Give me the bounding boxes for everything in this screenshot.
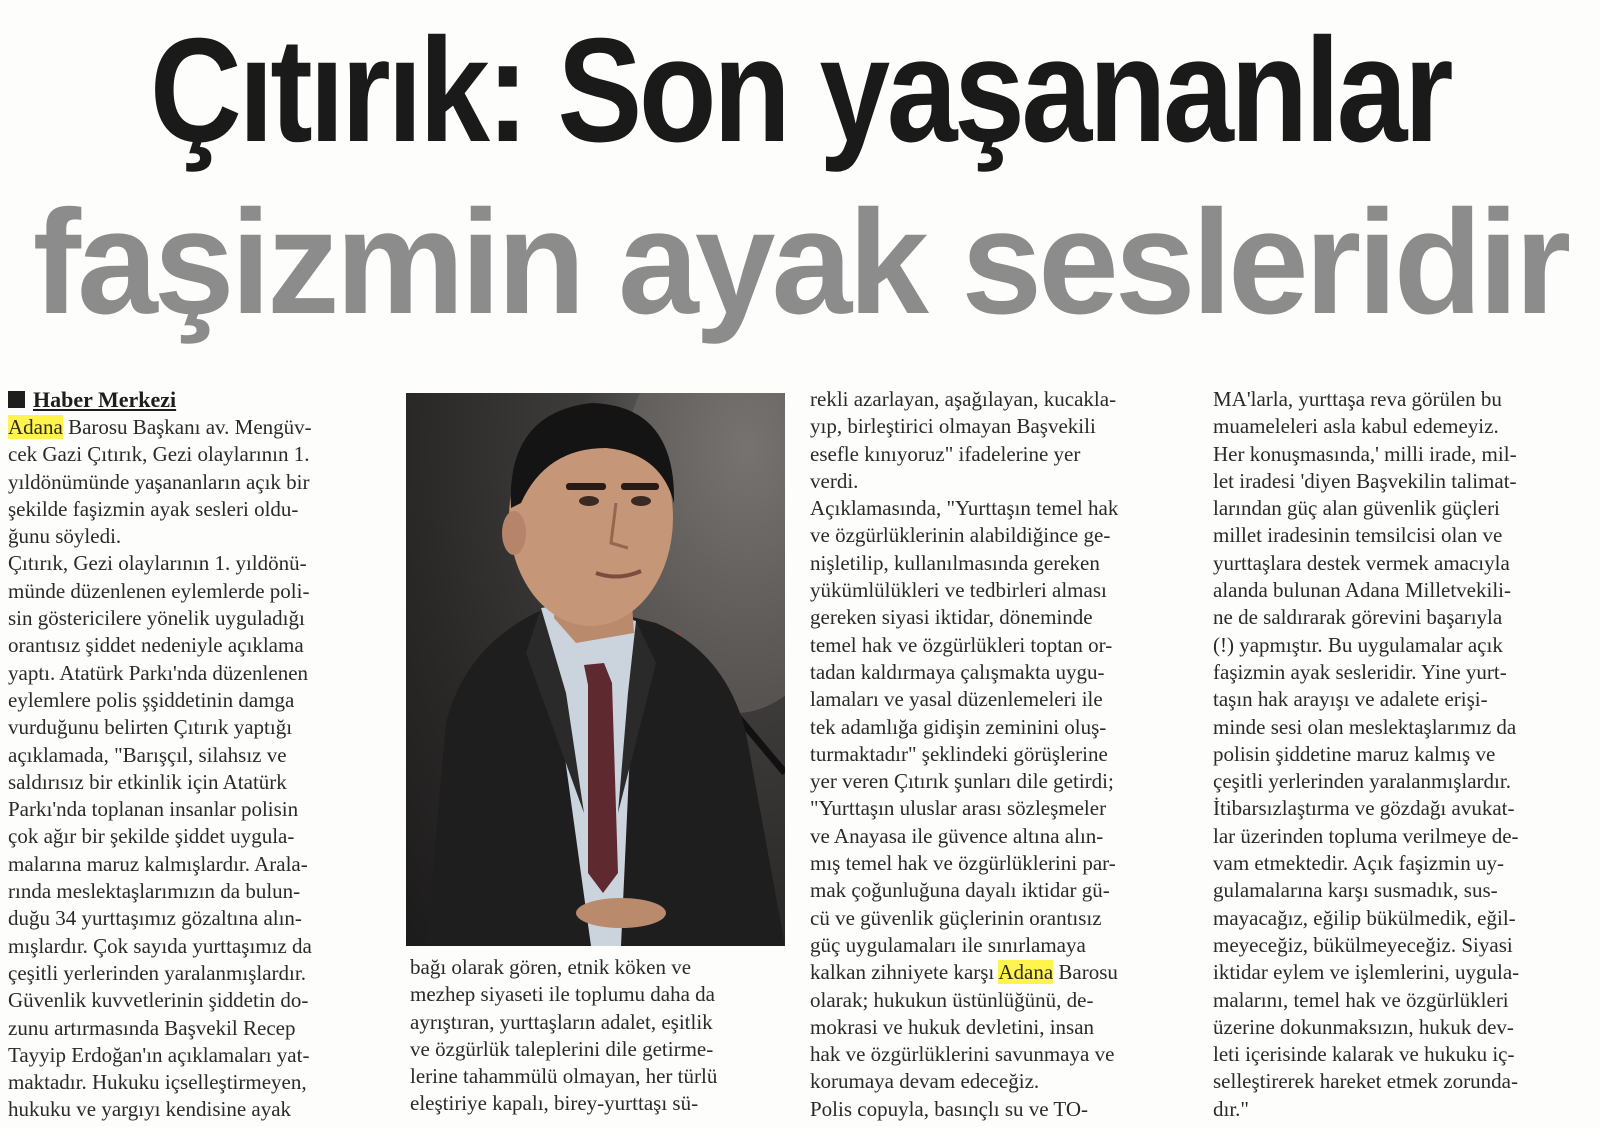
headline-line-1: Çıtırık: Son yaşananlar xyxy=(149,8,1451,173)
highlighted-word: Adana xyxy=(8,415,63,439)
square-bullet-icon xyxy=(8,391,25,408)
byline xyxy=(8,386,378,413)
byline-text: Haber Merkezi xyxy=(33,387,177,412)
article-column-4: MA'larla, yurttaşa reva görülen bu muameleleri asla kabul edemeyiz. Her konuşmasında,' milli irade, mil- let iradesi 'diyen Başvekilin talimat- larından güç alan güvenlik güçleri millet iradesinin temsilcisi olan ve yurttaşlara destek vermek amacıyla alanda bulunan Adana Milletvekili- ne de saldırarak görevini başarıyla (!) yapmıştır. Bu uygulamalar açık faşizmin ayak sesleridir. Yine yurt- taşın hak arayışı ve adalete erişi- minde sesi olan meslektaşlarımız da polisin şiddetine maruz kalmış ve çeşitli yerlerinden yaralanmışlardır. İtibarsızlaştırma ve gözdağı avukat- lar üzerinden topluma verilmeye de- vam etmektedir. Açık faşizmin uy- gulamalarına karşı susmadık, sus- mayacağız, eğilip bükülmedik, eğil- meyeceğiz, bükülmeyeceğiz. Siyasi iktidar eylem ve işlemlerini, uygula- malarını, temel hak ve özgürlükleri üzerine dokunmaksızın, hukuk dev- leti içerisinde kalarak ve hukuku iç- selleştirerek hareket etmek zorunda- dır." xyxy=(1213,387,1520,1121)
column-3-text-a: rekli azarlayan, aşağılayan, kucakla- yıp, birleştirici olmayan Başvekili esefle kınıyoruz" ifadelerine yer verdi. Açıklamasında, "Yurttaşın temel hak ve özgürlüklerinin alabildiğince ge- nişletilip, kullanılmasında gereken yükümlülükleri ve tedbirleri alması gereken siyasi iktidar, döneminde temel hak ve özgürlükleri toptan or- tadan kaldırmaya çalışmakta uygu- lamaları ve yasal düzenlemeleri ile tek adamlığa gidişin zeminini oluş- turmaktadır" şeklindeki görüşlerine yer veren Çıtırık şunları dile getirdi; "Yurttaşın uluslar arası sözleşmeler ve Anayasa ile güvence altına alın- mış temel hak ve özgürlüklerini par- mak çoğunluğuna dayalı iktidar gü- cü ve güvenlik güçlerinin orantısız güç uygulamaları ile sınırlamaya kalkan zihniyete karşı xyxy=(810,387,1119,985)
article-column-1 xyxy=(8,414,378,1124)
article-column-2: bağı olarak gören, etnik köken ve mezhep siyaseti ile toplumu daha da ayrıştıran, yurttaşların adalet, eşitlik ve özgürlük taleplerini dile getirme- lerine tahammülü olmayan, her türlü eleştiriye kapalı, birey-yurttaşı sü- xyxy=(410,955,718,1116)
article-column-3 xyxy=(810,386,1184,1123)
column-1-text: Barosu Başkanı av. Mengüv- cek Gazi Çıtırık, Gezi olaylarının 1. yıldönümünde yaşananların açık bir şekilde faşizmin ayak sesleri oldu- ğunu söyledi. Çıtırık, Gezi olaylarının 1. yıldönü- münde düzenlenen eylemlerde poli- sin göstericilere yönelik uyguladığı orantısız şiddet nedeniyle açıklama yaptı. Atatürk Parkı'nda düzenlenen eylemlere polis şşiddetinin damga vurduğunu belirten Çıtırık yaptığı açıklamada, "Barışçıl, silahsız ve saldırısız bir etkinlik için Atatürk Parkı'nda toplanan insanlar polisin çok ağır bir şekilde şiddet uygula- malarına maruz kalmışlardır. Arala- rında meslektaşlarımızın da bulun- duğu 34 yurttaşımız gözaltına alın- mışlardır. Çok sayıda yurttaşımız da çeşitli yerlerinden yaralanmışlardır. Güvenlik kuvvetlerinin şiddetin do- zunu artırmasında Başvekil Recep Tayyip Erdoğan'ın açıklamaları yat- maktadır. Hukuku içselleştirmeyen, hukuku ve yargıyı kendisine ayak xyxy=(8,415,312,1122)
headline-line-2: faşizmin ayak sesleridir xyxy=(32,180,1568,345)
highlighted-word: Adana xyxy=(998,960,1054,985)
photo-portrait-speaker-icon xyxy=(406,393,785,946)
speaker-photo xyxy=(406,393,785,946)
column-3-text-b: Barosu olarak; hukukun üstünlüğünü, de- mokrasi ve hukuk devletini, insan hak ve özgürlüklerini savunmaya ve korumaya devam edeceğiz. Polis copuyla, basınçlı su ve TO- xyxy=(810,960,1118,1121)
